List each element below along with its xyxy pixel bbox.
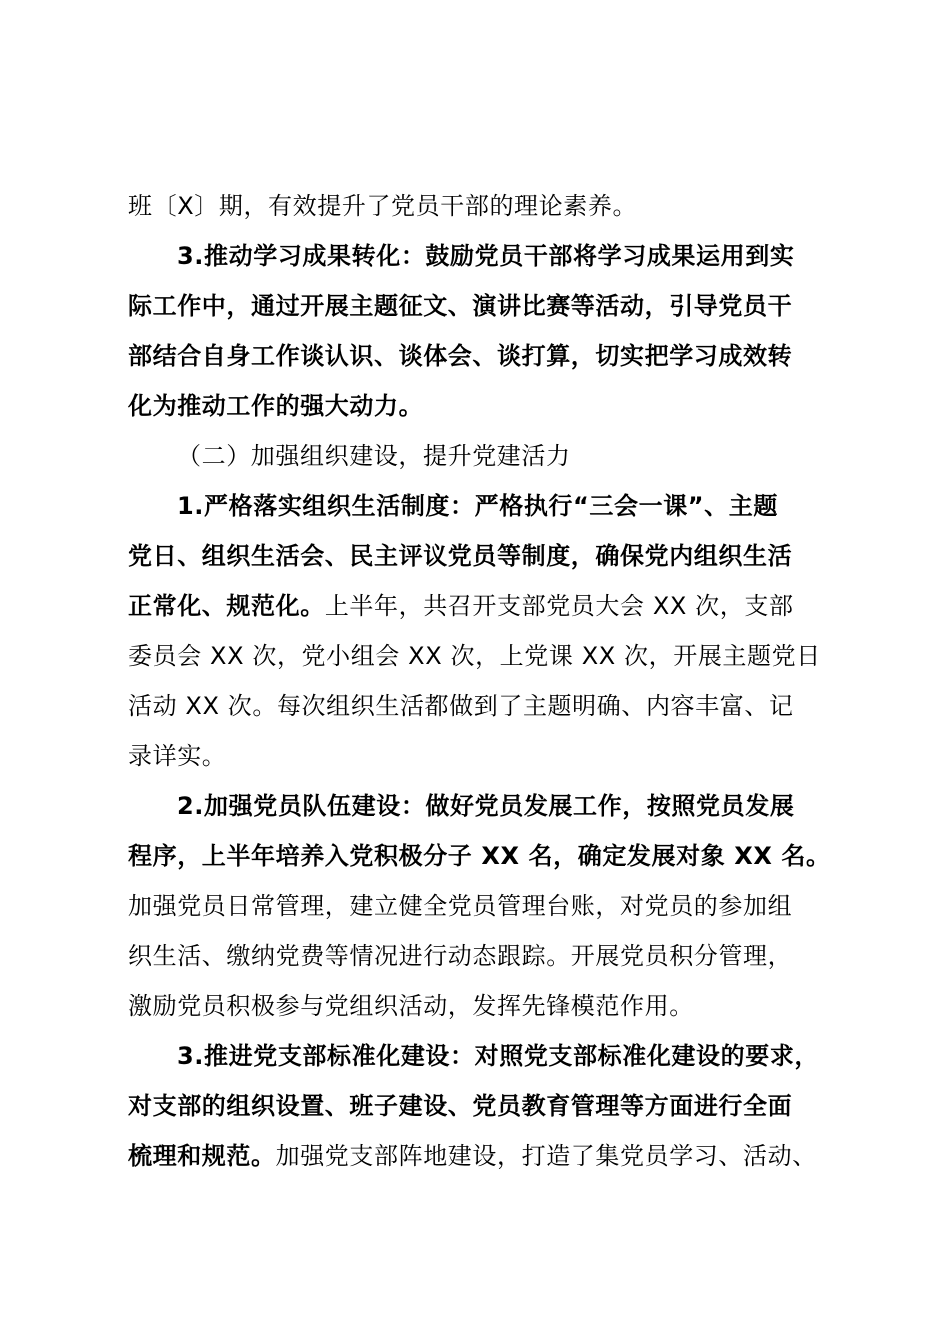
- text-line: 录详实。: [128, 742, 227, 770]
- text-line-bold: 党日、组织生活会、民主评议党员等制度，确保党内组织生活: [128, 542, 793, 570]
- text-line-bold: 化为推动工作的强大动力。: [128, 392, 424, 420]
- text-line: 委员会 XX 次，党小组会 XX 次，上党课 XX 次，开展主题党日: [128, 642, 821, 670]
- text-line-bold: 对支部的组织设置、班子建设、党员教育管理等方面进行全面: [128, 1092, 793, 1120]
- text-line-bold: 部结合自身工作谈认识、谈体会、谈打算，切实把学习成效转: [128, 342, 793, 370]
- text-line: 织生活、缴纳党费等情况进行动态跟踪。开展党员积分管理，: [128, 942, 793, 970]
- text-line: 激励党员积极参与党组织活动，发挥先锋模范作用。: [128, 992, 694, 1020]
- text-line: 活动 XX 次。每次组织生活都做到了主题明确、内容丰富、记: [128, 692, 794, 720]
- text-line: 班〔X〕期，有效提升了党员干部的理论素养。: [128, 192, 638, 220]
- text-line-mixed: 正常化、规范化。上半年，共召开支部党员大会 XX 次，支部: [128, 592, 794, 620]
- text-line-bold: 2.加强党员队伍建设：做好党员发展工作，按照党员发展: [177, 792, 795, 820]
- text-line-bold: 3.推进党支部标准化建设：对照党支部标准化建设的要求，: [177, 1042, 820, 1070]
- section-heading: （二）加强组织建设，提升党建活力: [177, 442, 571, 470]
- text-line-bold: 际工作中，通过开展主题征文、演讲比赛等活动，引导党员干: [128, 292, 793, 320]
- text-line-bold: 程序，上半年培养入党积极分子 XX 名，确定发展对象 XX 名。: [128, 842, 831, 870]
- text-line-bold: 1.严格落实组织生活制度：严格执行“三会一课”、主题: [177, 492, 778, 520]
- text-line-mixed: 梳理和规范。加强党支部阵地建设，打造了集党员学习、活动、: [128, 1142, 817, 1170]
- text-line-bold: 3.推动学习成果转化：鼓励党员干部将学习成果运用到实: [177, 242, 795, 270]
- text-line: 加强党员日常管理，建立健全党员管理台账，对党员的参加组: [128, 892, 793, 920]
